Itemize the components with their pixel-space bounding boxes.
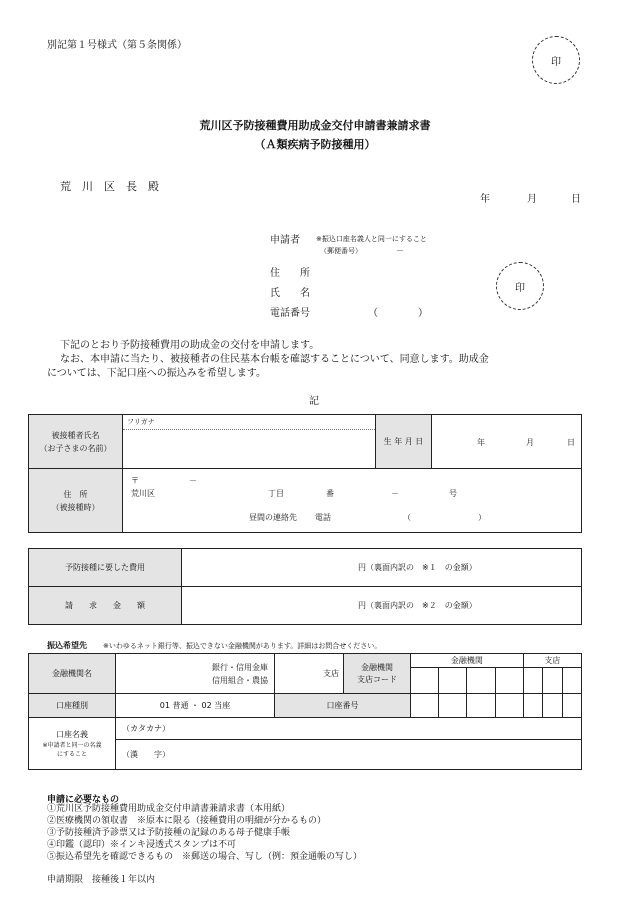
account-digit[interactable] (495, 694, 523, 718)
patient-table (28, 414, 582, 533)
seal-stamp-applicant: 印 (496, 262, 544, 310)
birthdate-cell[interactable] (432, 415, 582, 469)
phone-paren-open: （ (403, 513, 411, 522)
date-month: 月 (527, 194, 537, 205)
go-label: 号 (449, 489, 457, 498)
furigana-label: フリガナ (123, 415, 375, 430)
applicant-address: 住 所 (270, 268, 310, 279)
requirements-title: 申請に必要なもの (47, 795, 120, 805)
postal-dash: － (189, 476, 197, 485)
body-line-1: 下記のとおり予防接種費用の助成金の交付を申請します。 (60, 340, 320, 351)
account-digit[interactable] (411, 694, 439, 718)
code-digit[interactable] (439, 668, 467, 694)
applicant-phone: 電話番号 (270, 308, 310, 319)
holder-kanji[interactable]: （漢 字） (116, 740, 582, 770)
cost-label: 予防接種に要した費用 (29, 549, 182, 587)
bank-types-2: 信用組合・農協 (212, 675, 268, 685)
requirement-item: ⑤振込希望先を確認できるもの ※郵送の場合、写し（例：預金通帳の写し） (47, 852, 363, 862)
bank-heading-note: ※いわゆるネット銀行等、振込できない金融機関があります。詳細はお問合せください。 (103, 642, 382, 650)
institution-cell[interactable] (116, 654, 275, 694)
account-digit[interactable] (439, 694, 467, 718)
claim-label: 請 求 金 額 (29, 587, 182, 625)
form-title: 荒川区予防接種費用助成金交付申請書兼請求書 (199, 119, 431, 132)
daytime-contact-label: 昼間の連絡先 (249, 513, 297, 522)
bank-table (28, 653, 582, 770)
cost-value[interactable]: 円（裏面内訳の ※１ の金額） (182, 549, 582, 587)
body-line-3: については、下記口座への振込みを希望します。 (47, 368, 266, 379)
code-inst-header: 金融機関 (411, 654, 524, 668)
account-digit[interactable] (467, 694, 495, 718)
code-digit[interactable] (562, 668, 582, 694)
amount-table (28, 548, 582, 625)
branch-label: 支店 (275, 654, 344, 694)
code-label: 金融機関 支店コード (344, 654, 411, 694)
code-digit[interactable] (495, 668, 523, 694)
ban-label: 番 (326, 489, 334, 498)
code-digit[interactable] (411, 668, 439, 694)
requirement-item: ①荒川区予防接種費用助成金交付申請書兼請求書（本用紙） (47, 804, 291, 814)
holder-label-cell (29, 718, 116, 770)
date-year: 年 (480, 194, 490, 205)
phone-label: 電話 (315, 513, 331, 522)
birth-day: 日 (567, 438, 575, 447)
holder-note: ※申請者と同一の名義 にすること (42, 741, 102, 758)
date-day: 日 (571, 194, 581, 205)
code-branch-header: 支店 (523, 654, 581, 668)
account-type-label: 口座種別 (29, 694, 116, 718)
account-digit[interactable] (523, 694, 542, 718)
deadline: 申請期限 接種後１年以内 (47, 875, 156, 885)
address-label: 住 所 （被接種時） (29, 469, 123, 533)
code-digit[interactable] (543, 668, 562, 694)
code-digit[interactable] (523, 668, 542, 694)
birth-year: 年 (477, 438, 485, 447)
claim-value[interactable]: 円（裏面内訳の ※２ の金額） (182, 587, 582, 625)
account-type-options[interactable]: 01 普通 ・ 02 当座 (116, 694, 275, 718)
applicant-name: 氏 名 (270, 288, 310, 299)
patient-name-label: 被接種者氏名 （お子さまの名前） (29, 415, 123, 469)
ki-mark: 記 (309, 396, 319, 407)
account-digit[interactable] (543, 694, 562, 718)
form-number: 別記第１号様式（第５条関係） (47, 40, 187, 51)
applicant-note: ※振込口座名義人と同一にすること (316, 235, 427, 243)
institution-label: 金融機関名 (29, 654, 116, 694)
city-name: 荒川区 (131, 489, 155, 498)
account-number-label: 口座番号 (275, 694, 411, 718)
postal-mark: 〒 (131, 476, 139, 485)
birth-month: 月 (526, 438, 534, 447)
requirements-list (47, 803, 362, 863)
applicant-phone-close: ） (418, 308, 428, 319)
bank-types-1: 銀行・信用金庫 (212, 662, 268, 672)
requirement-item: ③予防接種済予診票又は予防接種の記録のある母子健康手帳 (47, 828, 291, 838)
bank-heading: 振込希望先 (47, 641, 87, 650)
addressee: 荒 川 区 長 殿 (60, 180, 159, 193)
requirement-item: ②医療機関の領収書 ※原本に限る（接種費用の明細が分かるもの） (47, 816, 327, 826)
applicant-postal-dash: － (396, 246, 404, 255)
dash-label: － (391, 489, 399, 498)
address-cell[interactable] (123, 469, 582, 533)
applicant-label: 申請者 (270, 235, 300, 246)
applicant-phone-open: （ (368, 308, 378, 319)
holder-katakana[interactable]: （カタカナ） (116, 718, 582, 740)
account-digit[interactable] (562, 694, 582, 718)
chome-label: 丁目 (268, 489, 284, 498)
body-line-2: なお、本申請に当たり、被接種者の住民基本台帳を確認することについて、同意します。助成金 (60, 354, 489, 365)
code-digit[interactable] (467, 668, 495, 694)
birthdate-label: 生 年 月 日 (376, 415, 432, 469)
holder-label: 口座名義 (56, 729, 88, 739)
requirement-item: ④印鑑（認印）※インキ浸透式スタンプは不可 (47, 840, 237, 850)
applicant-postal: （郵便番号） (320, 247, 362, 255)
form-subtitle: （Ａ類疾病予防接種用） (254, 138, 376, 151)
seal-stamp-top: 印 (532, 36, 580, 84)
phone-paren-close: ） (478, 513, 486, 522)
patient-name-cell[interactable] (123, 415, 376, 469)
